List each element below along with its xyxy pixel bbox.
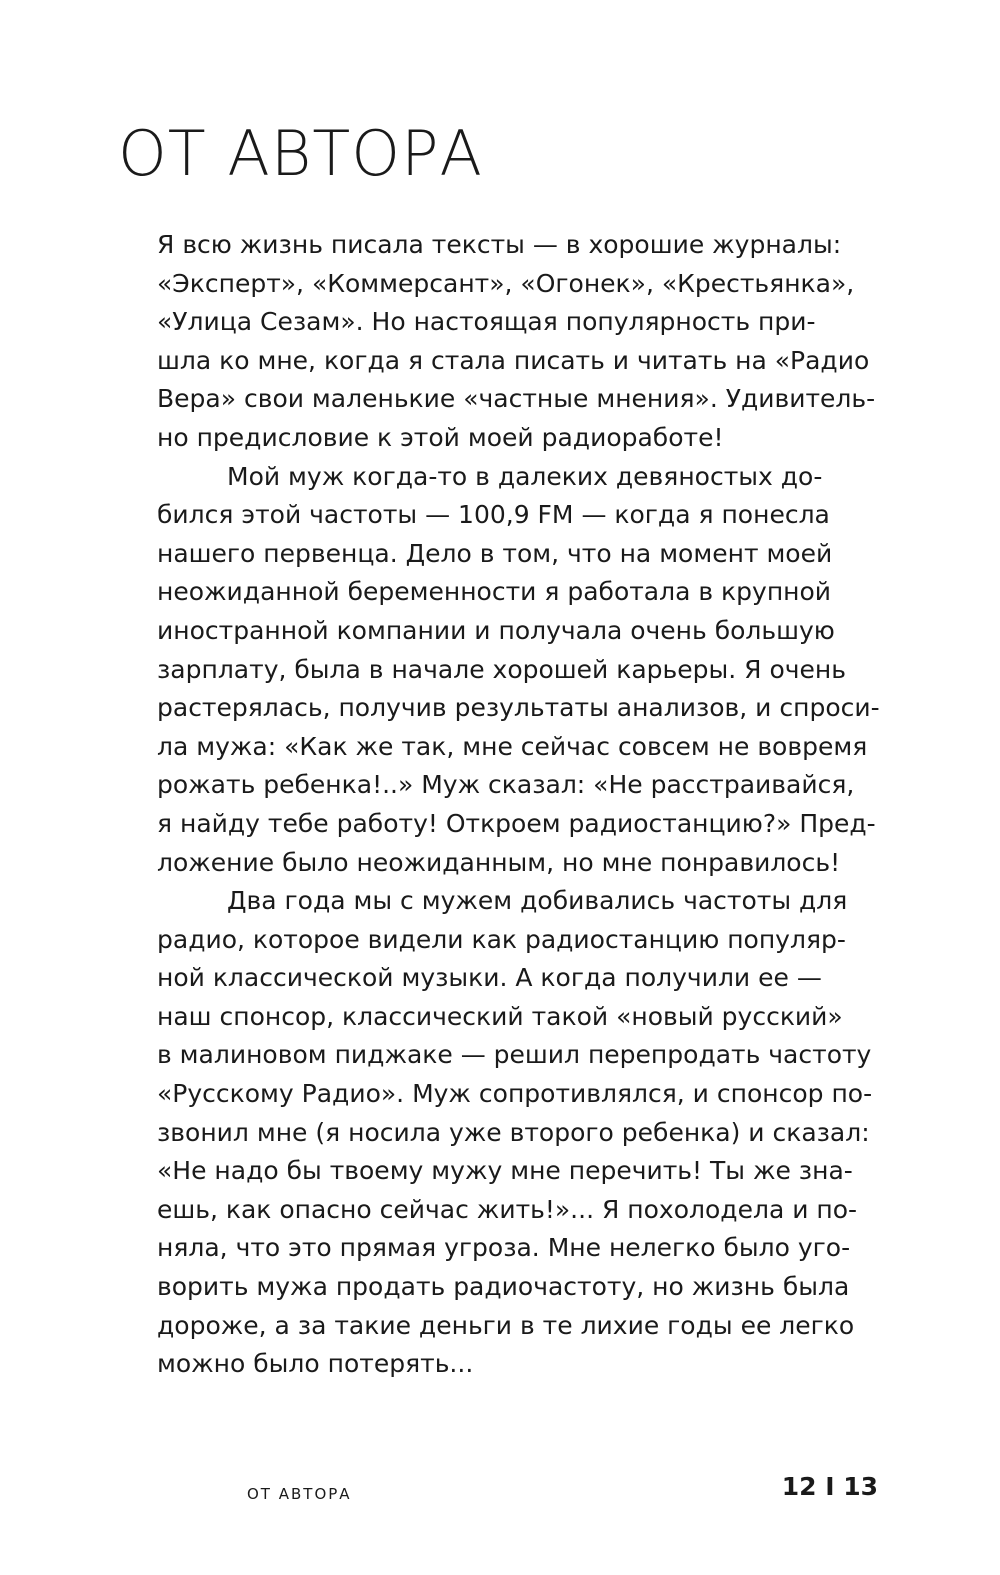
page-number: 12 I 13 xyxy=(781,1472,878,1501)
text-line: ложение было неожиданным, но мне понравилось! xyxy=(157,847,841,877)
text-line: рожать ребенка!..» Муж сказал: «Не расстраивайся, xyxy=(157,770,855,800)
text-line: шла ко мне, когда я стала писать и читать на «Радио xyxy=(157,345,870,375)
text-line: ной классической музыки. А когда получили ее — xyxy=(157,963,822,993)
text-line: «Улица Сезам». Но настоящая популярность при- xyxy=(157,307,816,337)
text-line: ворить мужа продать радиочастоту, но жизнь была xyxy=(157,1272,850,1302)
text-line-indented: Мой муж когда-то в далеких девяностых до- xyxy=(227,461,823,491)
text-line: радио, которое видели как радиостанцию популяр- xyxy=(157,924,846,954)
text-line: иностранной компании и получала очень большую xyxy=(157,615,835,645)
text-line-indented: Два года мы с мужем добивались частоты для xyxy=(227,886,848,916)
text-line: можно было потерять... xyxy=(157,1349,474,1379)
text-line: наш спонсор, классический такой «новый русский» xyxy=(157,1001,843,1031)
text-line: в малиновом пиджаке — решил перепродать частоту xyxy=(157,1040,872,1070)
text-line: дороже, а за такие деньги в те лихие годы ее легко xyxy=(157,1310,855,1340)
page-title: ОТ АВТОРА xyxy=(118,117,483,190)
text-line: Вера» свои маленькие «частные мнения». Удивитель- xyxy=(157,384,876,414)
text-line: «Не надо бы твоему мужу мне перечить! Ты же зна- xyxy=(157,1156,853,1186)
text-line: няла, что это прямая угроза. Мне нелегко было уго- xyxy=(157,1233,851,1263)
text-line: бился этой частоты — 100,9 FM — когда я понесла xyxy=(157,500,830,530)
body-text xyxy=(157,226,880,1384)
text-line: Я всю жизнь писала тексты — в хорошие журналы: xyxy=(157,230,842,259)
text-line: ла мужа: «Как же так, мне сейчас совсем не вовремя xyxy=(157,731,868,761)
text-line: зарплату, была в начале хорошей карьеры. Я очень xyxy=(157,654,846,684)
text-line: звонил мне (я носила уже второго ребенка) и сказал: xyxy=(157,1117,870,1147)
text-line: я найду тебе работу! Откроем радиостанцию?» Пред- xyxy=(157,808,876,838)
text-line: растерялась, получив результаты анализов, и спроси- xyxy=(157,693,880,723)
text-line: неожиданной беременности я работала в крупной xyxy=(157,577,832,607)
running-head: ОТ АВТОРА xyxy=(247,1485,352,1503)
text-line: нашего первенца. Дело в том, что на момент моей xyxy=(157,538,833,568)
text-line: «Русскому Радио». Муж сопротивлялся, и спонсор по- xyxy=(157,1079,873,1109)
text-line: «Эксперт», «Коммерсант», «Огонек», «Крестьянка», xyxy=(157,268,855,298)
text-line: но предисловие к этой моей радиоработе! xyxy=(157,422,724,452)
text-line: ешь, как опасно сейчас жить!»... Я похолодела и по- xyxy=(157,1194,858,1224)
